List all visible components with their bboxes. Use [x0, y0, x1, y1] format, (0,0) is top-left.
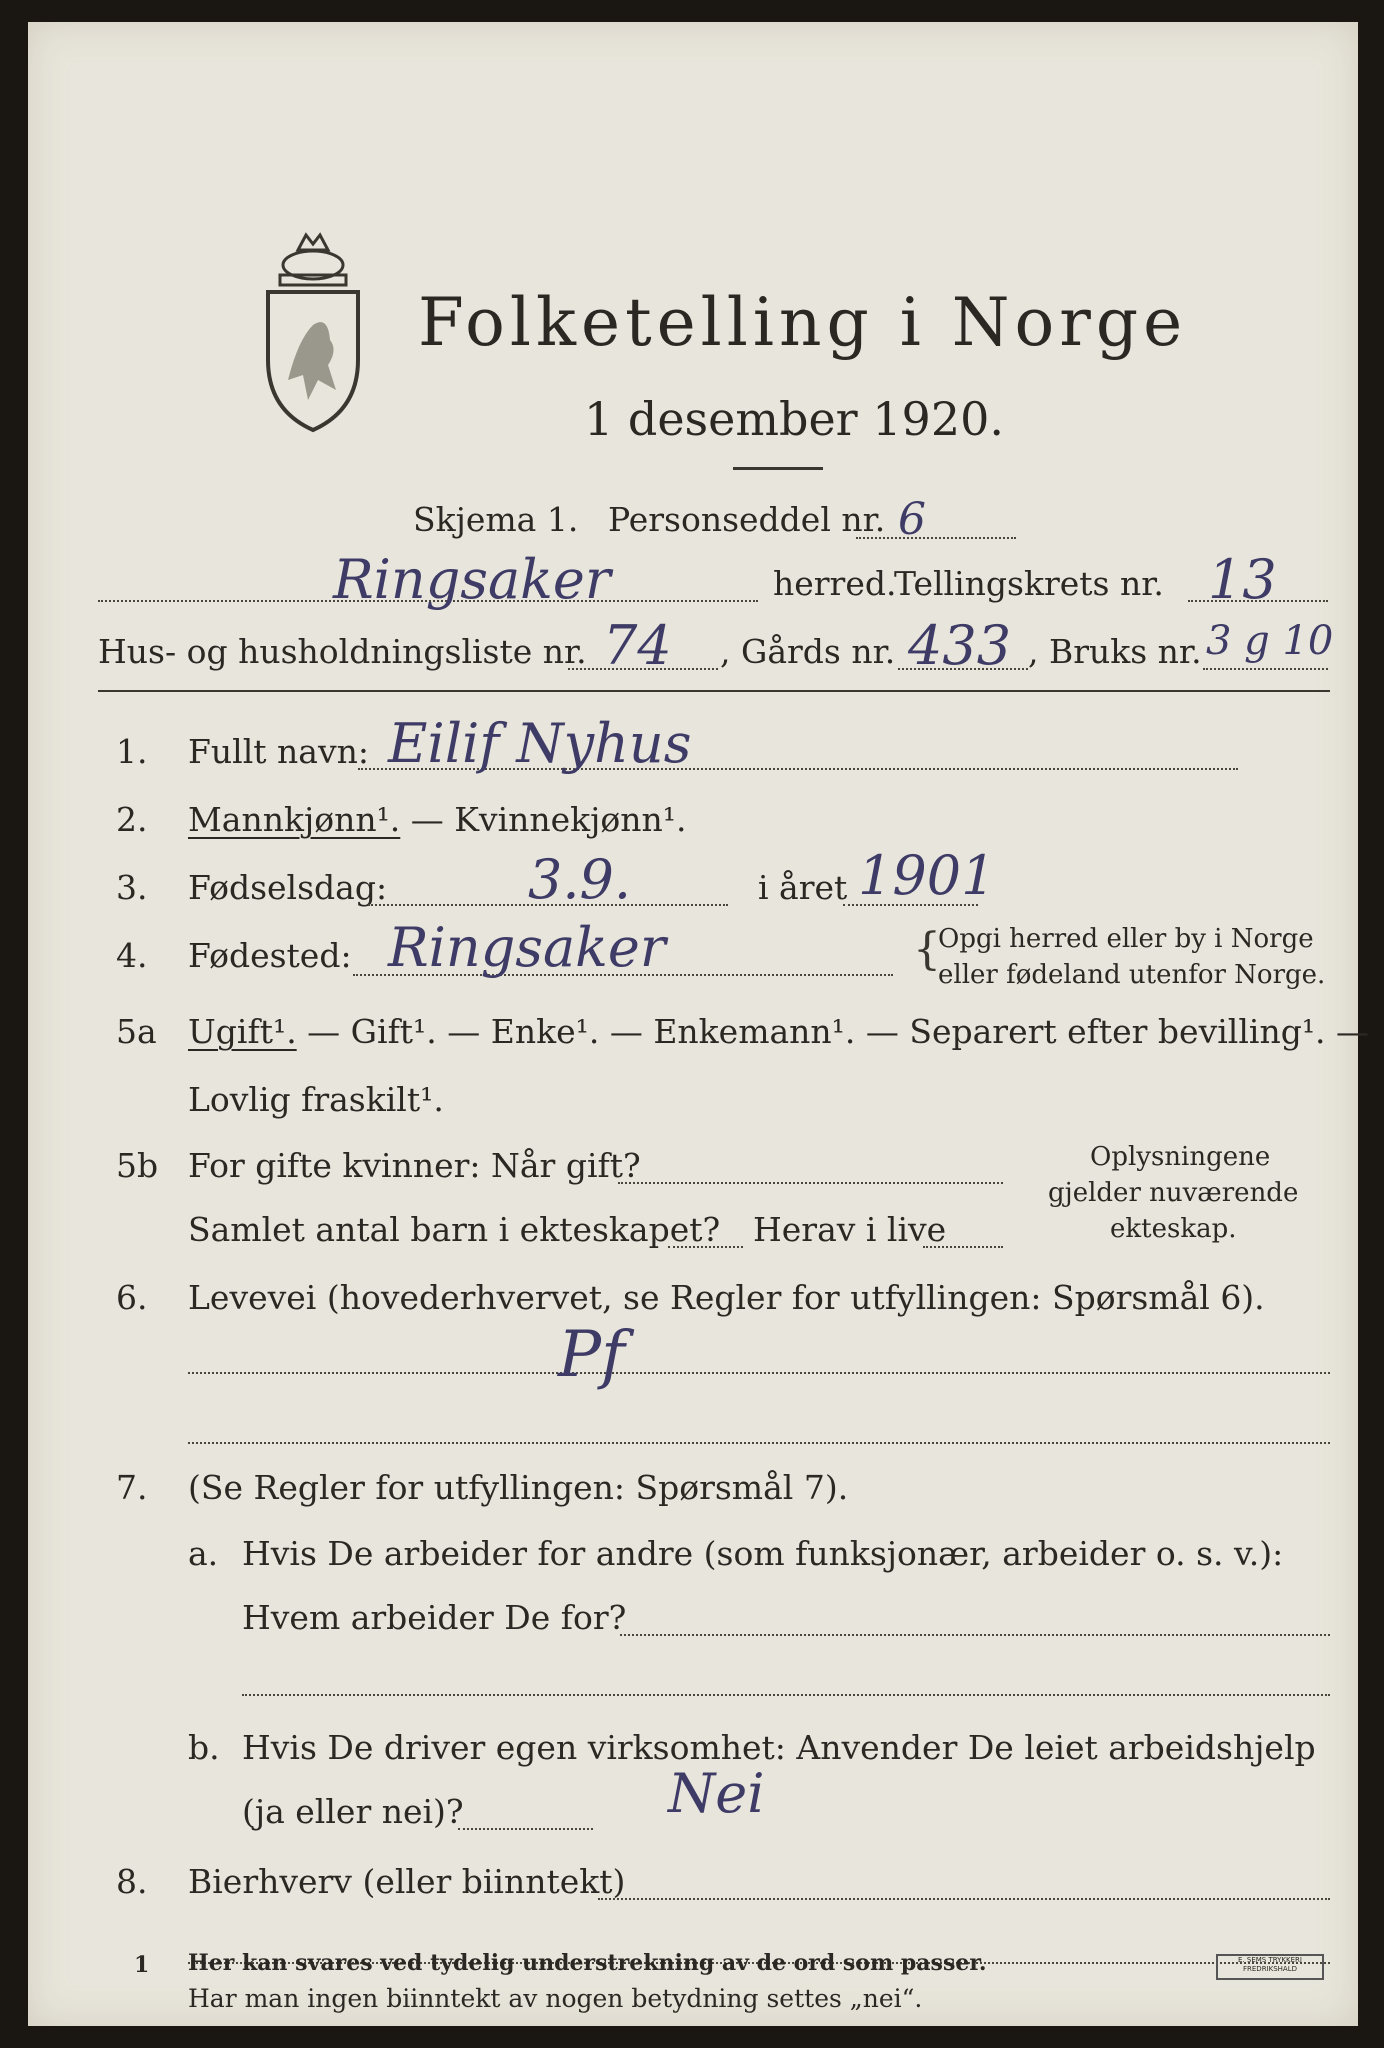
q5a-number: 5a [116, 1012, 157, 1051]
q2-male-option[interactable]: Mannkjønn¹. [188, 800, 401, 839]
coat-of-arms-icon [258, 230, 368, 440]
q7a-line-1[interactable] [620, 1634, 1330, 1636]
tellingskrets-label: Tellingskrets nr. [894, 564, 1164, 603]
q5b-children-line[interactable] [668, 1246, 743, 1248]
q1-number: 1. [116, 732, 148, 771]
bruks-value[interactable]: 3 g 10 [1206, 618, 1334, 664]
q7a-label-2: Hvem arbeider De for? [242, 1598, 627, 1637]
q7-number: 7. [116, 1468, 148, 1507]
gards-label: , Gårds nr. [720, 632, 896, 671]
q4-note-1: Opgi herred eller by i Norge [938, 924, 1314, 954]
q5b-note-1: Oplysningene [1090, 1142, 1271, 1172]
q5b-label-2: Samlet antal barn i ekteskapet? [188, 1210, 721, 1249]
skjema-label: Skjema 1. [413, 500, 579, 539]
footer-note: Har man ingen biinntekt av nogen betydning settes „nei“. [188, 1984, 923, 2013]
q6-number: 6. [116, 1278, 148, 1317]
bruks-label: , Bruks nr. [1028, 632, 1202, 671]
q4-note-2: eller fødeland utenfor Norge. [938, 960, 1326, 990]
q5b-label-1: For gifte kvinner: Når gift? [188, 1146, 641, 1185]
q5b-when-line[interactable] [618, 1182, 1003, 1184]
q6-value[interactable]: Pf [558, 1318, 625, 1392]
q2-female-option[interactable]: — Kvinnekjønn¹. [400, 800, 687, 839]
q5a-line2[interactable]: Lovlig fraskilt¹. [188, 1080, 444, 1119]
q5b-alive-line[interactable] [923, 1246, 1003, 1248]
personseddel-label: Personseddel nr. [608, 500, 886, 539]
q7a-line-2[interactable] [242, 1694, 1330, 1696]
q4-number: 4. [116, 936, 148, 975]
q5a-ugift-option[interactable]: Ugift¹. [188, 1012, 297, 1051]
header-rule [98, 690, 1330, 692]
q6-line-1 [188, 1372, 1330, 1374]
hus-value[interactable]: 74 [603, 614, 672, 677]
q5b-note-2: gjelder nuværende [1048, 1178, 1299, 1208]
q8-line-1[interactable] [598, 1898, 1330, 1900]
census-date: 1 desember 1920. [584, 392, 1004, 446]
herred-label: herred. [773, 564, 897, 603]
q4-value[interactable]: Ringsaker [388, 916, 666, 979]
tellingskrets-value[interactable]: 13 [1208, 548, 1277, 611]
q7b-number: b. [188, 1728, 220, 1767]
bruks-line [1203, 668, 1328, 670]
q7b-label-1: Hvis De driver egen virksomhet: Anvender De leiet arbeidshjelp [242, 1728, 1316, 1767]
divider [733, 467, 823, 470]
q7a-label-1: Hvis De arbeider for andre (som funksjonær, arbeider o. s. v.): [242, 1534, 1284, 1573]
herred-value[interactable]: Ringsaker [333, 548, 611, 611]
form-title: Folketelling i Norge [418, 284, 1188, 361]
q1-label: Fullt navn: [188, 732, 369, 771]
q7b-line [458, 1828, 593, 1830]
personseddel-value[interactable]: 6 [898, 494, 926, 545]
q1-value[interactable]: Eilif Nyhus [388, 712, 692, 775]
q3-year-value[interactable]: 1901 [858, 844, 996, 907]
footnote: Her kan svares ved tydelig understrekning av de ord som passer. [188, 1950, 987, 1976]
q6-label: Levevei (hovederhvervet, se Regler for utfyllingen: Spørsmål 6). [188, 1278, 1265, 1317]
printer-stamp: E. SEMS TRYKKERI FREDRIKSHALD [1216, 1954, 1324, 1980]
q8-label: Bierhverv (eller biinntekt) [188, 1862, 626, 1901]
q5a-options [188, 1012, 1369, 1051]
q5a-other-options[interactable]: — Gift¹. — Enke¹. — Enkemann¹. — Separert efter bevilling¹. — [296, 1012, 1370, 1051]
q5b-note-3: ekteskap. [1110, 1214, 1237, 1244]
q3-year-label: i året [758, 868, 848, 907]
hus-label: Hus- og husholdningsliste nr. [98, 632, 587, 671]
personseddel-line [856, 537, 1016, 539]
census-form-page [28, 22, 1370, 2026]
gards-value[interactable]: 433 [908, 614, 1012, 677]
q2-number: 2. [116, 800, 148, 839]
q7-label: (Se Regler for utfyllingen: Spørsmål 7). [188, 1468, 849, 1507]
q3-value[interactable]: 3.9. [528, 848, 632, 911]
q7b-value[interactable]: Nei [668, 1762, 765, 1825]
q4-brace: { [913, 924, 941, 975]
q5b-number: 5b [116, 1146, 159, 1185]
q3-number: 3. [116, 868, 148, 907]
q7a-number: a. [188, 1534, 219, 1573]
q6-line-2 [188, 1442, 1330, 1444]
q2-options [188, 800, 687, 839]
q3-label: Fødselsdag: [188, 868, 388, 907]
footnote-mark: 1 [134, 1952, 150, 1978]
q5b-label-3: Herav i live [753, 1210, 947, 1249]
q7b-label-2: (ja eller nei)? [242, 1792, 464, 1831]
q8-number: 8. [116, 1862, 148, 1901]
q4-label: Fødested: [188, 936, 352, 975]
